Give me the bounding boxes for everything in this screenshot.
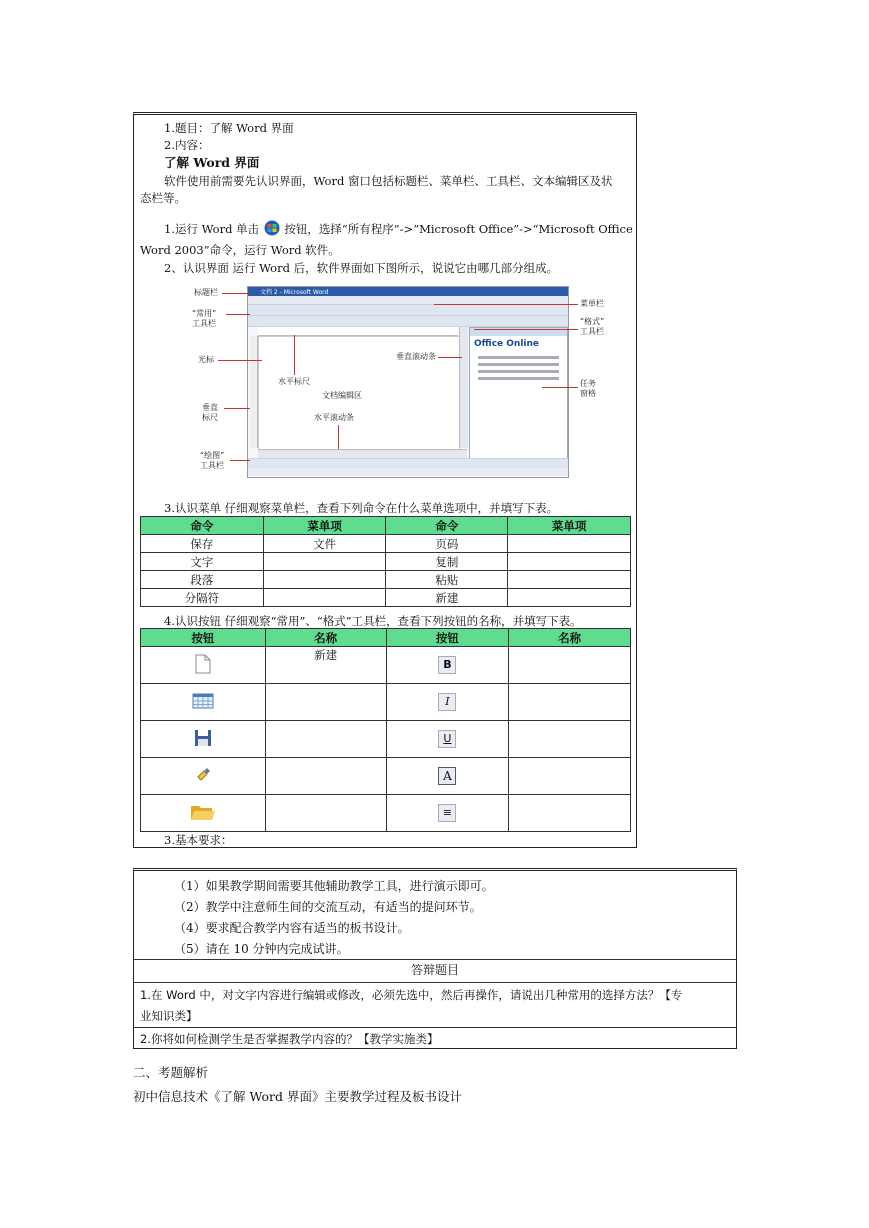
table-cell: 新建 — [386, 589, 508, 607]
table-row — [141, 589, 631, 607]
table-cell: 页码 — [386, 535, 508, 553]
step1-line-a — [164, 220, 633, 240]
save-disk-icon — [141, 721, 266, 758]
diagram-horizontal-ruler — [258, 327, 458, 336]
diagram-vertical-scrollbar — [459, 327, 468, 448]
label-common-toolbar: “常用” 工具栏 — [192, 309, 217, 328]
format-painter-icon — [141, 758, 266, 795]
menu-instruction: 3.认识菜单 仔细观察菜单栏，查看下列命令在什么菜单选项中，并填写下表。 — [164, 501, 559, 515]
menu-header-command: 命令 — [386, 517, 508, 535]
table-cell: 新建 — [265, 647, 386, 684]
table-cell: 复制 — [386, 553, 508, 571]
requirement-item: （2）教学中注意师生间的交流互动，有适当的提问环节。 — [174, 900, 482, 914]
windows-start-icon — [263, 220, 281, 240]
menu-header-command: 命令 — [141, 517, 264, 535]
menu-table — [140, 516, 631, 607]
label-drawing-toolbar: “绘图” 工具栏 — [200, 451, 225, 470]
table-cell: 文字 — [141, 553, 264, 571]
leader-line — [474, 329, 578, 330]
defense-question-2: 2.你将如何检测学生是否掌握教学内容的？【教学实施类】 — [140, 1032, 439, 1046]
table-cell — [509, 721, 631, 758]
label-horizontal-ruler: 水平标尺 — [278, 377, 310, 386]
diagram-horizontal-scrollbar — [258, 449, 467, 458]
table-cell — [263, 571, 386, 589]
requirement-item: （1）如果教学期间需要其他辅助教学工具，进行演示即可。 — [174, 879, 494, 893]
task-title-line: 1.题目：了解 Word 界面 — [164, 121, 294, 135]
analysis-subtitle: 初中信息技术《了解 Word 界面》主要教学过程及板书设计 — [133, 1089, 462, 1104]
section-heading-analysis: 二、考题解析 — [133, 1065, 209, 1080]
step1-text-b: 按钮，选择“所有程序”->“Microsoft Office”->“Microsoft Office — [284, 222, 633, 236]
table-cell: 段落 — [141, 571, 264, 589]
table-cell — [265, 758, 386, 795]
table-cell: 文件 — [263, 535, 386, 553]
divider — [134, 1027, 736, 1028]
underline-icon: U — [386, 721, 509, 758]
label-text-area: 文档编辑区 — [322, 391, 362, 400]
table-cell — [508, 571, 631, 589]
label-format-toolbar: “格式” 工具栏 — [580, 317, 605, 336]
diagram-common-toolbar — [248, 305, 568, 316]
table-row — [141, 647, 631, 684]
button-instruction: 4.认识按钮 仔细观察“常用”、“格式”工具栏，查看下列按钮的名称，并填写下表。 — [164, 614, 582, 628]
table-cell — [265, 795, 386, 832]
section-heading: 了解 Word 界面 — [164, 155, 260, 170]
label-vertical-scrollbar: 垂直滚动条 — [396, 352, 436, 361]
diagram-drawing-toolbar — [248, 458, 568, 468]
leader-line — [222, 293, 250, 294]
table-cell — [265, 684, 386, 721]
table-cell — [509, 795, 631, 832]
table-row — [141, 721, 631, 758]
intro-line-2: 态栏等。 — [140, 191, 186, 205]
table-cell — [509, 647, 631, 684]
divider — [134, 959, 736, 960]
diagram-format-toolbar — [248, 316, 568, 327]
label-menu-bar: 菜单栏 — [580, 299, 604, 308]
content-label: 2.内容： — [164, 138, 210, 152]
diagram-task-pane — [469, 327, 568, 459]
leader-line — [542, 387, 578, 388]
table-cell — [509, 758, 631, 795]
table-cell — [508, 553, 631, 571]
leader-line — [230, 460, 250, 461]
table-cell — [263, 553, 386, 571]
table-row — [141, 758, 631, 795]
leader-line — [338, 425, 339, 449]
label-cursor: 光标 — [198, 355, 214, 364]
diagram-status-bar — [248, 468, 568, 476]
table-cell: 粘贴 — [386, 571, 508, 589]
leader-line — [434, 304, 578, 305]
button-header-name: 名称 — [265, 629, 386, 647]
basic-requirements-label: 3.基本要求： — [164, 833, 233, 847]
label-horizontal-scrollbar: 水平滚动条 — [314, 413, 354, 422]
table-cell — [265, 721, 386, 758]
table-row — [141, 535, 631, 553]
button-header-name: 名称 — [509, 629, 631, 647]
defense-question-1b: 业知识类】 — [140, 1009, 198, 1023]
diagram-vertical-ruler — [250, 336, 258, 448]
open-folder-icon — [141, 795, 266, 832]
table-row — [141, 571, 631, 589]
label-vertical-ruler: 垂直 标尺 — [202, 403, 218, 422]
table-cell — [509, 684, 631, 721]
italic-icon: I — [386, 684, 509, 721]
label-task-pane: 任务 窗格 — [580, 379, 596, 398]
step1-text-a: 1.运行 Word 单击 — [164, 222, 260, 236]
character-border-icon: A — [386, 758, 509, 795]
intro-line-1: 软件使用前需要先认识界面，Word 窗口包括标题栏、菜单栏、工具栏、文本编辑区及状 — [164, 174, 613, 188]
requirement-item: （5）请在 10 分钟内完成试讲。 — [174, 942, 349, 956]
leader-line — [294, 335, 295, 375]
defense-title: 答辩题目 — [410, 963, 459, 977]
divider — [134, 982, 736, 983]
button-header-button: 按钮 — [386, 629, 509, 647]
menu-header-menu: 菜单项 — [263, 517, 386, 535]
insert-table-icon — [141, 684, 266, 721]
bold-icon: B — [386, 647, 509, 684]
table-row — [141, 553, 631, 571]
requirements-panel — [133, 868, 737, 1049]
table-row — [141, 795, 631, 832]
step1-line-c: Word 2003”命令，运行 Word 软件。 — [140, 243, 340, 257]
leader-line — [226, 314, 250, 315]
table-cell — [508, 535, 631, 553]
office-online-logo: Office Online — [474, 339, 539, 349]
button-table — [140, 628, 631, 832]
table-row — [141, 684, 631, 721]
button-header-button: 按钮 — [141, 629, 266, 647]
leader-line — [218, 360, 262, 361]
new-document-icon — [141, 647, 266, 684]
requirement-item: （4）要求配合教学内容有适当的板书设计。 — [174, 921, 410, 935]
table-cell — [508, 589, 631, 607]
diagram-title-bar — [248, 287, 568, 296]
diagram-window-title: 文档 2 - Microsoft Word — [260, 289, 329, 296]
menu-header-menu: 菜单项 — [508, 517, 631, 535]
leader-line — [438, 357, 462, 358]
align-icon: ≡ — [386, 795, 509, 832]
step2-line: 2、认识界面 运行 Word 后，软件界面如下图所示，说说它由哪几部分组成。 — [164, 261, 559, 275]
table-cell: 保存 — [141, 535, 264, 553]
defense-question-1a: 1.在 Word 中，对文字内容进行编辑或修改，必须先选中，然后再操作，请说出几种常用的选择方法？【专 — [140, 988, 683, 1002]
leader-line — [224, 408, 250, 409]
label-title-bar: 标题栏 — [194, 288, 218, 297]
table-cell — [263, 589, 386, 607]
table-cell: 分隔符 — [141, 589, 264, 607]
